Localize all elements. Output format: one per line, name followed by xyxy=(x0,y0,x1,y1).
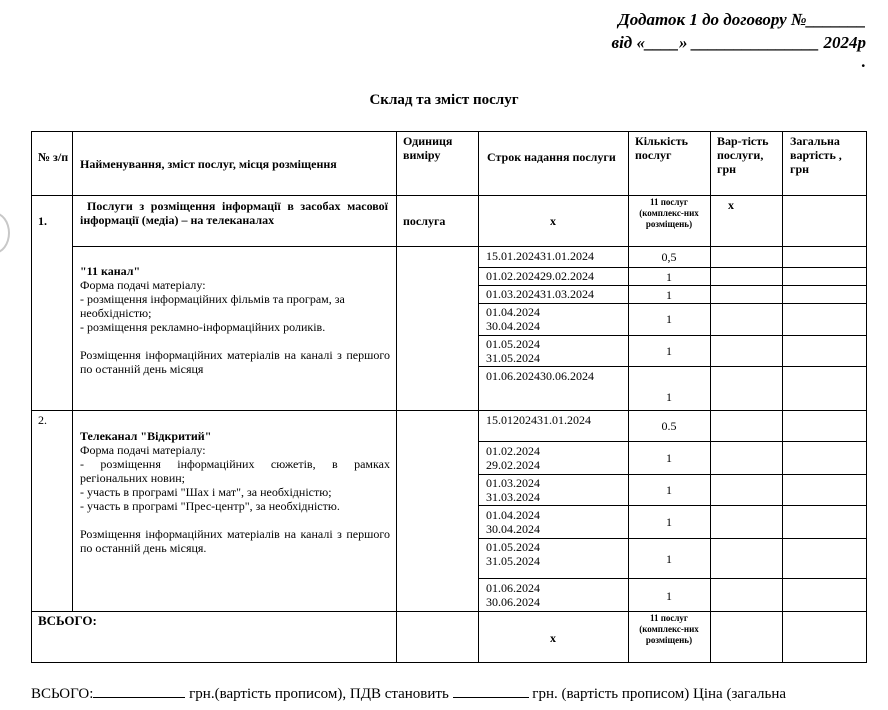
channel-2-period-3: 01.03.2024 31.03.2024 xyxy=(486,476,540,504)
channel-2-qty-4: 1 xyxy=(666,515,672,529)
channel-2-qty-2: 1 xyxy=(666,451,672,465)
channel-1-period-5: 01.05.2024 31.05.2024 xyxy=(486,337,540,365)
channel-1-qty-2: 1 xyxy=(666,270,672,284)
channel-1-qty-5: 1 xyxy=(666,344,672,358)
channel-1-qty-6: 1 xyxy=(666,390,672,404)
channel-1-period-1: 15.01.202431.01.2024 xyxy=(486,249,594,263)
col-header-quantity: Кількість послуг xyxy=(635,134,688,162)
footer-summary xyxy=(31,683,866,703)
footer-text-vat: грн.(вартість прописом), ПДВ становить xyxy=(189,686,449,702)
channel-1-qty-3: 1 xyxy=(666,288,672,302)
appendix-header-line1: Додаток 1 до договору №_______ xyxy=(618,10,866,29)
footer-text-price: грн. (вартість прописом) Ціна (загальна xyxy=(532,686,787,702)
section-name: Послуги з розміщення інформації в засобах масової інформації (медіа) – на телеканалах xyxy=(80,199,388,227)
channel-1-item: - розміщення рекламно-інформаційних роликів. xyxy=(80,320,326,334)
channel-2-period-6: 01.06.2024 30.06.2024 xyxy=(486,581,540,609)
total-row-quantity: 11 послуг (комплекс-них розміщень) xyxy=(639,613,699,645)
channel-1-period-3: 01.03.202431.03.2024 xyxy=(486,287,594,301)
total-amount-blank[interactable] xyxy=(93,683,185,698)
col-header-number: № з/п xyxy=(38,150,69,164)
appendix-header-line2: від «____» _______________ 2024р xyxy=(611,33,866,52)
channel-2-item: - участь в програмі "Шах і мат", за необхідністю; xyxy=(80,485,332,499)
col-header-unit: Одиниця виміру xyxy=(403,134,453,162)
channel-2-format-label: Форма подачі матеріалу: xyxy=(80,443,206,457)
channel-1-item: - розміщення інформаційних фільмів та програм, за необхідністю; xyxy=(80,292,345,320)
channel-2-qty-6: 1 xyxy=(666,589,672,603)
section-unit: послуга xyxy=(403,214,446,228)
document-title: Склад та зміст послуг xyxy=(369,92,519,108)
channel-2-period-5: 01.05.2024 31.05.2024 xyxy=(486,540,540,568)
vat-amount-blank[interactable] xyxy=(453,683,529,698)
channel-2-note: Розміщення інформаційних матеріалів на каналі з першого по останній день місяця. xyxy=(80,527,390,555)
col-header-total: Загальна вартість , грн xyxy=(790,134,842,176)
channel-1-name: "11 канал" xyxy=(80,264,141,278)
channel-2-description xyxy=(80,429,390,555)
scroll-edge-indicator xyxy=(0,212,10,254)
channel-2-period-2: 01.02.2024 29.02.2024 xyxy=(486,444,540,472)
channel-1-note: Розміщення інформаційних матеріалів на каналі з першого по останній день місяця xyxy=(80,348,390,376)
section-period: х xyxy=(550,214,556,228)
channel-1-qty-1: 0,5 xyxy=(661,250,677,264)
section-number: 1. xyxy=(38,214,47,228)
channel-2-name: Телеканал "Відкритий" xyxy=(80,429,212,443)
col-header-period: Строк надання послуги xyxy=(487,150,616,164)
channel-2-item: - розміщення інформаційних сюжетів, в рамках регіональних новин; xyxy=(80,457,390,485)
section-price: х xyxy=(728,198,734,212)
channel-2-qty-3: 1 xyxy=(666,483,672,497)
channel-1-period-6: 01.06.202430.06.2024 xyxy=(486,369,594,383)
col-header-name: Найменування, зміст послуг, місця розміщення xyxy=(80,157,337,171)
channel-2-qty-5: 1 xyxy=(666,552,672,566)
channel-1-period-4: 01.04.2024 30.04.2024 xyxy=(486,305,540,333)
col-header-price: Вар-тість послуги, грн xyxy=(717,134,769,176)
channel-1-qty-4: 1 xyxy=(666,312,672,326)
total-row-period: х xyxy=(550,631,556,645)
channel-2-period-1: 15.01202431.01.2024 xyxy=(486,413,591,427)
channel-2-period-4: 01.04.2024 30.04.2024 xyxy=(486,508,540,536)
total-row-label: ВСЬОГО: xyxy=(38,614,97,628)
channel-2-number: 2. xyxy=(38,413,47,427)
channel-1-description xyxy=(80,264,390,376)
section-quantity: 11 послуг (комплекс-них розміщень) xyxy=(639,197,699,229)
appendix-header-line3: . xyxy=(861,52,866,71)
channel-1-period-2: 01.02.202429.02.2024 xyxy=(486,269,594,283)
channel-2-qty-1: 0.5 xyxy=(661,419,677,433)
channel-1-format-label: Форма подачі матеріалу: xyxy=(80,278,206,292)
channel-2-item: - участь в програмі "Прес-центр", за необхідністю. xyxy=(80,499,340,513)
footer-total-label: ВСЬОГО: xyxy=(31,686,94,702)
